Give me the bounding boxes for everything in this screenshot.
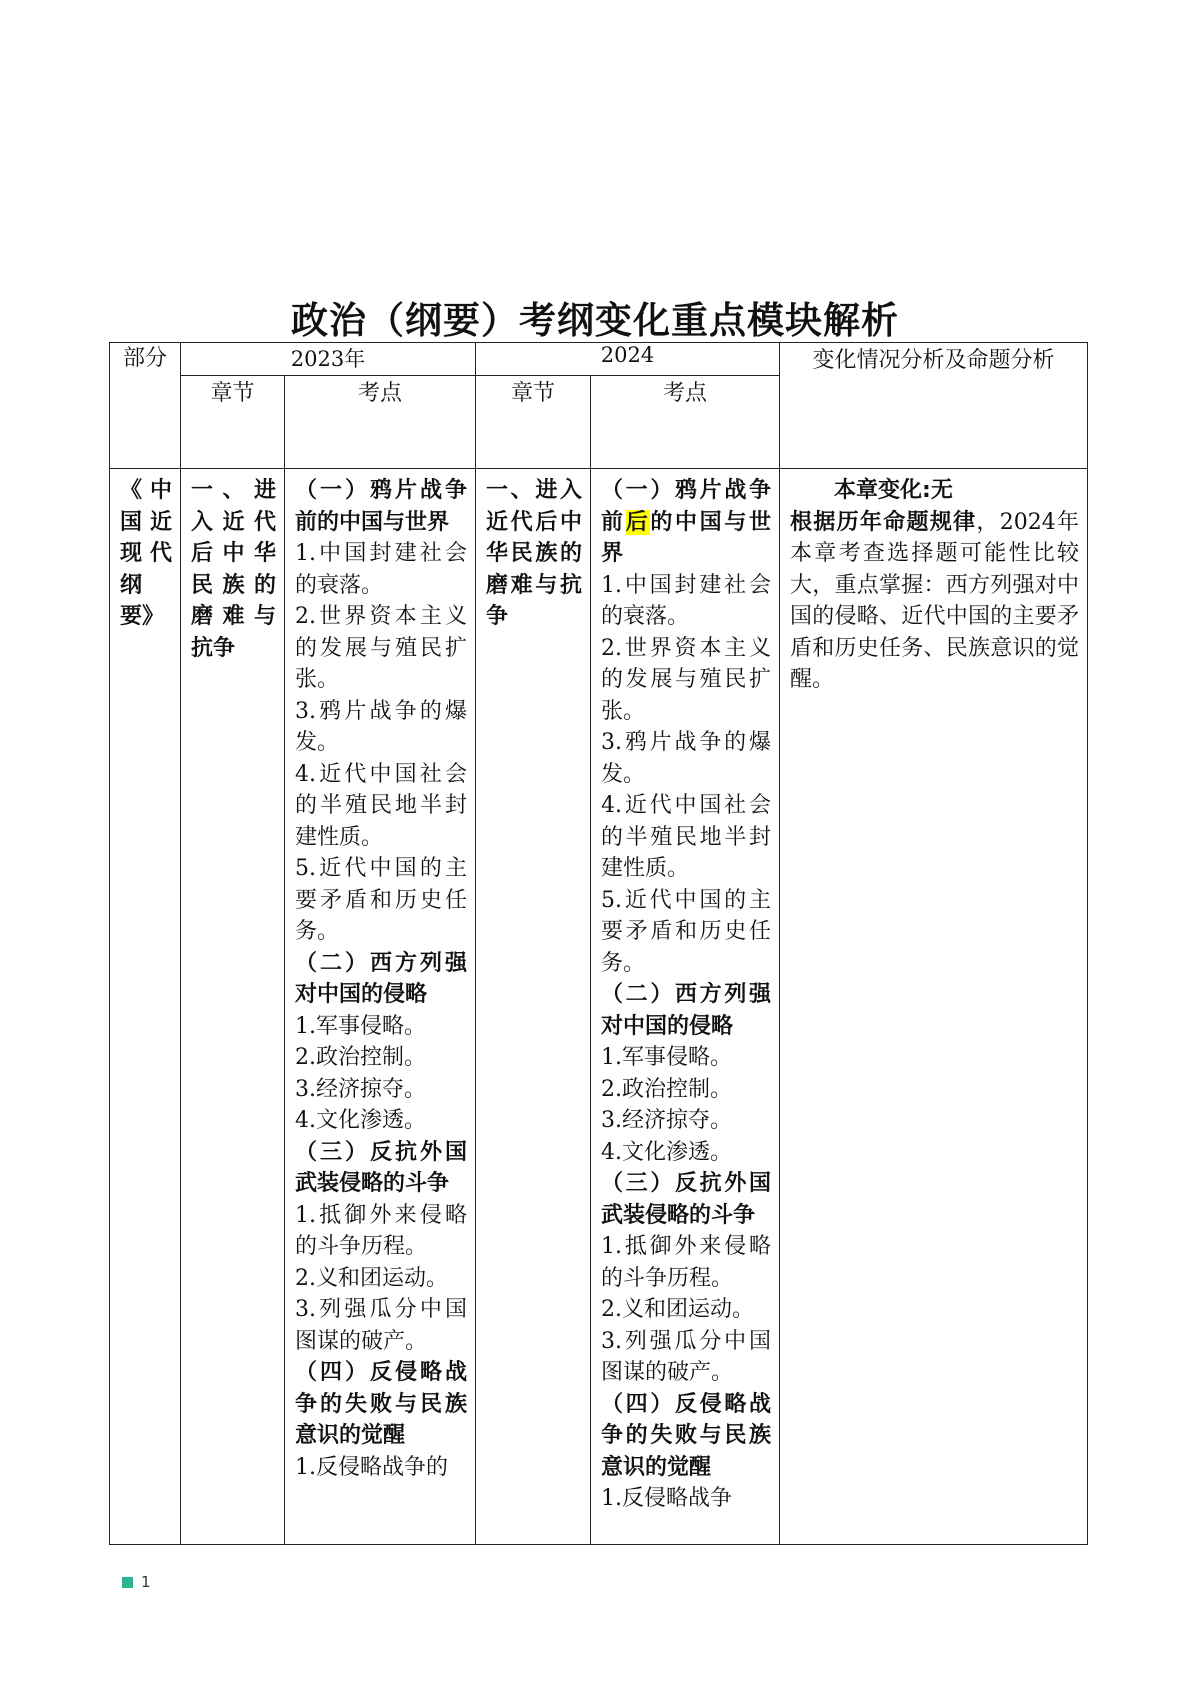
list-item: 3.经济掠夺。	[601, 1108, 733, 1133]
list-item: 3.经济掠夺。	[295, 1076, 426, 1102]
header-analysis: 变化情况分析及命题分析	[780, 343, 1088, 469]
analysis-cell	[780, 469, 1088, 1545]
list-item: 4.近代中国社会的半殖民地半封建性质。	[601, 793, 772, 881]
section-heading: （三）反抗外国武装侵略的斗争	[295, 1139, 468, 1196]
list-item: 2.政治控制。	[295, 1045, 426, 1070]
points-2023-list	[285, 469, 475, 1483]
header-points-2024: 考点	[591, 376, 780, 469]
list-item: 1.军事侵略。	[601, 1045, 733, 1070]
list-item: 2.世界资本主义的发展与殖民扩张。	[295, 604, 468, 692]
list-item: 3.列强瓜分中国图谋的破产。	[295, 1297, 468, 1354]
section-heading: （四）反侵略战争的失败与民族意识的觉醒	[295, 1360, 468, 1448]
list-item: 4.文化渗透。	[601, 1139, 733, 1165]
list-item: 2.义和团运动。	[295, 1265, 448, 1291]
part-name: 《中国近现代纲要》	[120, 478, 172, 629]
list-item: 1.中国封建社会的衰落。	[601, 572, 772, 629]
page-footer	[122, 1573, 151, 1591]
section-heading: （四）反侵略战争的失败与民族意识的觉醒	[601, 1391, 772, 1480]
list-item: 1.军事侵略。	[295, 1013, 426, 1039]
list-item: 2.义和团运动。	[601, 1297, 755, 1322]
list-item: 1.反侵略战争	[601, 1486, 733, 1511]
footer-square-icon	[122, 1577, 133, 1588]
points-2024-section-heading	[601, 475, 771, 570]
list-item: 1.反侵略战争的	[295, 1454, 448, 1480]
points-2023-cell	[285, 469, 476, 1545]
part-cell	[110, 469, 181, 1545]
analysis-text	[780, 469, 1087, 696]
section-heading: （二）西方列强对中国的侵略	[601, 982, 772, 1039]
analysis-lead-bold: 根据历年命题规律	[790, 509, 977, 535]
points-2024-cell	[591, 469, 780, 1545]
header-chapter-2024: 章节	[476, 376, 591, 469]
header-part: 部分	[110, 343, 181, 469]
list-item: 3.鸦片战争的爆发。	[295, 698, 468, 755]
chapter-2024-cell	[476, 469, 591, 1545]
page-number: 1	[141, 1573, 151, 1591]
list-item: 5.近代中国的主要矛盾和历史任务。	[601, 887, 772, 976]
heading-after-text: 的中国与世界	[601, 509, 772, 566]
list-item: 1.中国封建社会的衰落。	[295, 541, 468, 598]
section-heading: （三）反抗外国武装侵略的斗争	[601, 1171, 772, 1228]
list-item: 2.政治控制。	[601, 1076, 733, 1102]
syllabus-comparison-table	[109, 342, 1088, 1545]
highlighted-change: 后	[625, 509, 651, 535]
table-row	[110, 469, 1088, 1545]
list-item: 3.鸦片战争的爆发。	[601, 730, 772, 787]
analysis-change-label: 本章变化:无	[834, 478, 953, 503]
heading-before-text: （一）鸦片战争前	[601, 478, 772, 535]
list-item: 2.世界资本主义的发展与殖民扩张。	[601, 635, 772, 724]
page-title: 政治（纲要）考纲变化重点模块解析	[291, 299, 899, 342]
points-2024-list	[591, 469, 779, 1515]
list-item: 4.近代中国社会的半殖民地半封建性质。	[295, 761, 468, 850]
section-heading: （二）西方列强对中国的侵略	[295, 950, 468, 1007]
chapter-2023: 一、进入近代后中华民族的磨难与抗争	[191, 478, 276, 661]
analysis-body: ，2024年本章考查选择题可能性比较大，重点掌握：西方列强对中国的侵略、近代中国的主要矛盾和历史任务、民族意识的觉醒。	[790, 509, 1080, 692]
list-item: 4.文化渗透。	[295, 1108, 426, 1133]
header-year-2024: 2024	[476, 343, 780, 376]
list-item: 3.列强瓜分中国图谋的破产。	[601, 1328, 772, 1385]
header-row-years	[110, 343, 1088, 376]
list-item: 1.抵御外来侵略的斗争历程。	[295, 1202, 468, 1259]
chapter-2023-cell	[181, 469, 285, 1545]
header-points-2023: 考点	[285, 376, 476, 469]
list-item: 5.近代中国的主要矛盾和历史任务。	[295, 856, 468, 944]
chapter-2024: 一、进入近代后中华民族的磨难与抗争	[486, 478, 583, 629]
header-chapter-2023: 章节	[181, 376, 285, 469]
list-item: 1.抵御外来侵略的斗争历程。	[601, 1234, 772, 1291]
header-year-2023: 2023年	[181, 343, 476, 376]
section-heading: （一）鸦片战争前的中国与世界	[295, 478, 468, 535]
